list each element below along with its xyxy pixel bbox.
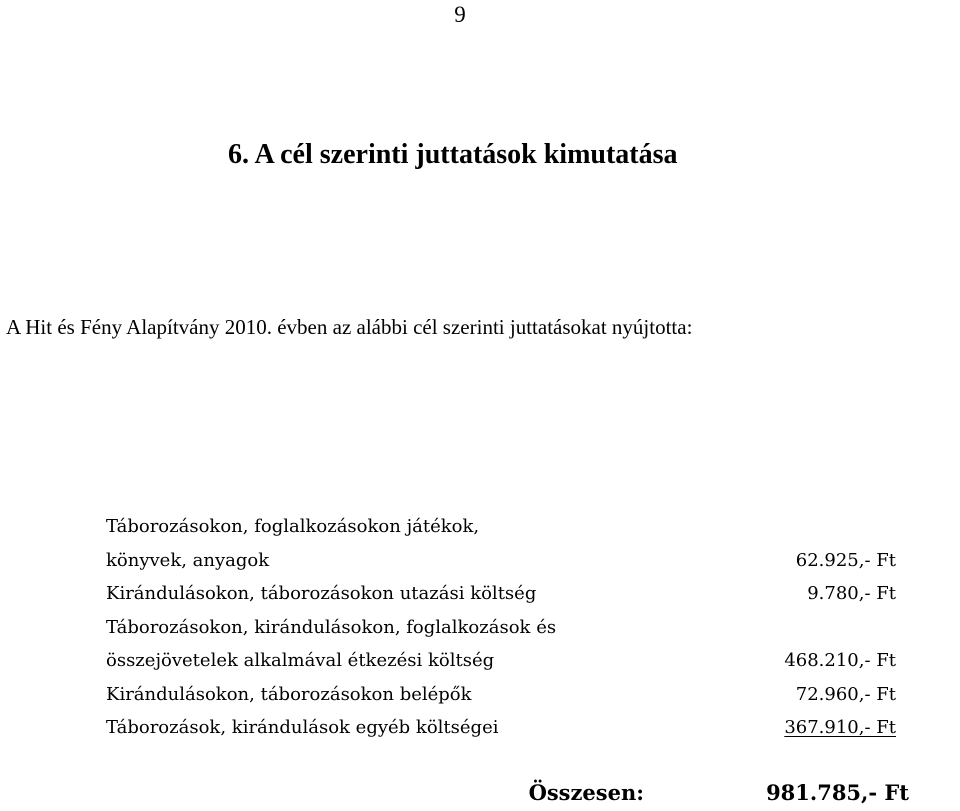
item-amount: 9.780,- Ft xyxy=(807,583,896,604)
item-description: könyvek, anyagok xyxy=(106,549,270,571)
total-amount: 981.785,- Ft xyxy=(766,780,909,805)
item-amount: 62.925,- Ft xyxy=(795,549,896,571)
total-row xyxy=(106,776,909,810)
list-item xyxy=(106,510,896,544)
item-amount: 468.210,- Ft xyxy=(784,650,896,671)
list-item xyxy=(106,678,896,712)
item-description: összejövetelek alkalmával étkezési költség xyxy=(106,650,495,671)
list-item xyxy=(106,644,896,678)
list-item xyxy=(106,577,896,611)
item-description: Táborozásokon, kirándulásokon, foglalkozások és xyxy=(106,616,557,638)
item-amount: 72.960,- Ft xyxy=(795,683,896,705)
item-description: Kirándulásokon, táborozásokon utazási költség xyxy=(106,583,537,604)
page-number: 9 xyxy=(454,2,466,27)
item-amount: 367.910,- Ft xyxy=(784,717,896,738)
intro-paragraph: A Hit és Fény Alapítvány 2010. évben az alábbi cél szerinti juttatásokat nyújtotta: xyxy=(6,315,693,339)
total-label: Összesen: xyxy=(528,780,644,805)
list-item xyxy=(106,611,896,645)
benefits-list xyxy=(106,510,896,745)
list-item xyxy=(106,544,896,578)
list-item xyxy=(106,711,896,745)
item-description: Táborozások, kirándulások egyéb költségei xyxy=(106,717,499,738)
item-description: Táborozásokon, foglalkozásokon játékok, xyxy=(106,516,480,537)
section-title: 6. A cél szerinti juttatások kimutatása xyxy=(228,139,678,170)
item-description: Kirándulásokon, táborozásokon belépők xyxy=(106,683,472,705)
